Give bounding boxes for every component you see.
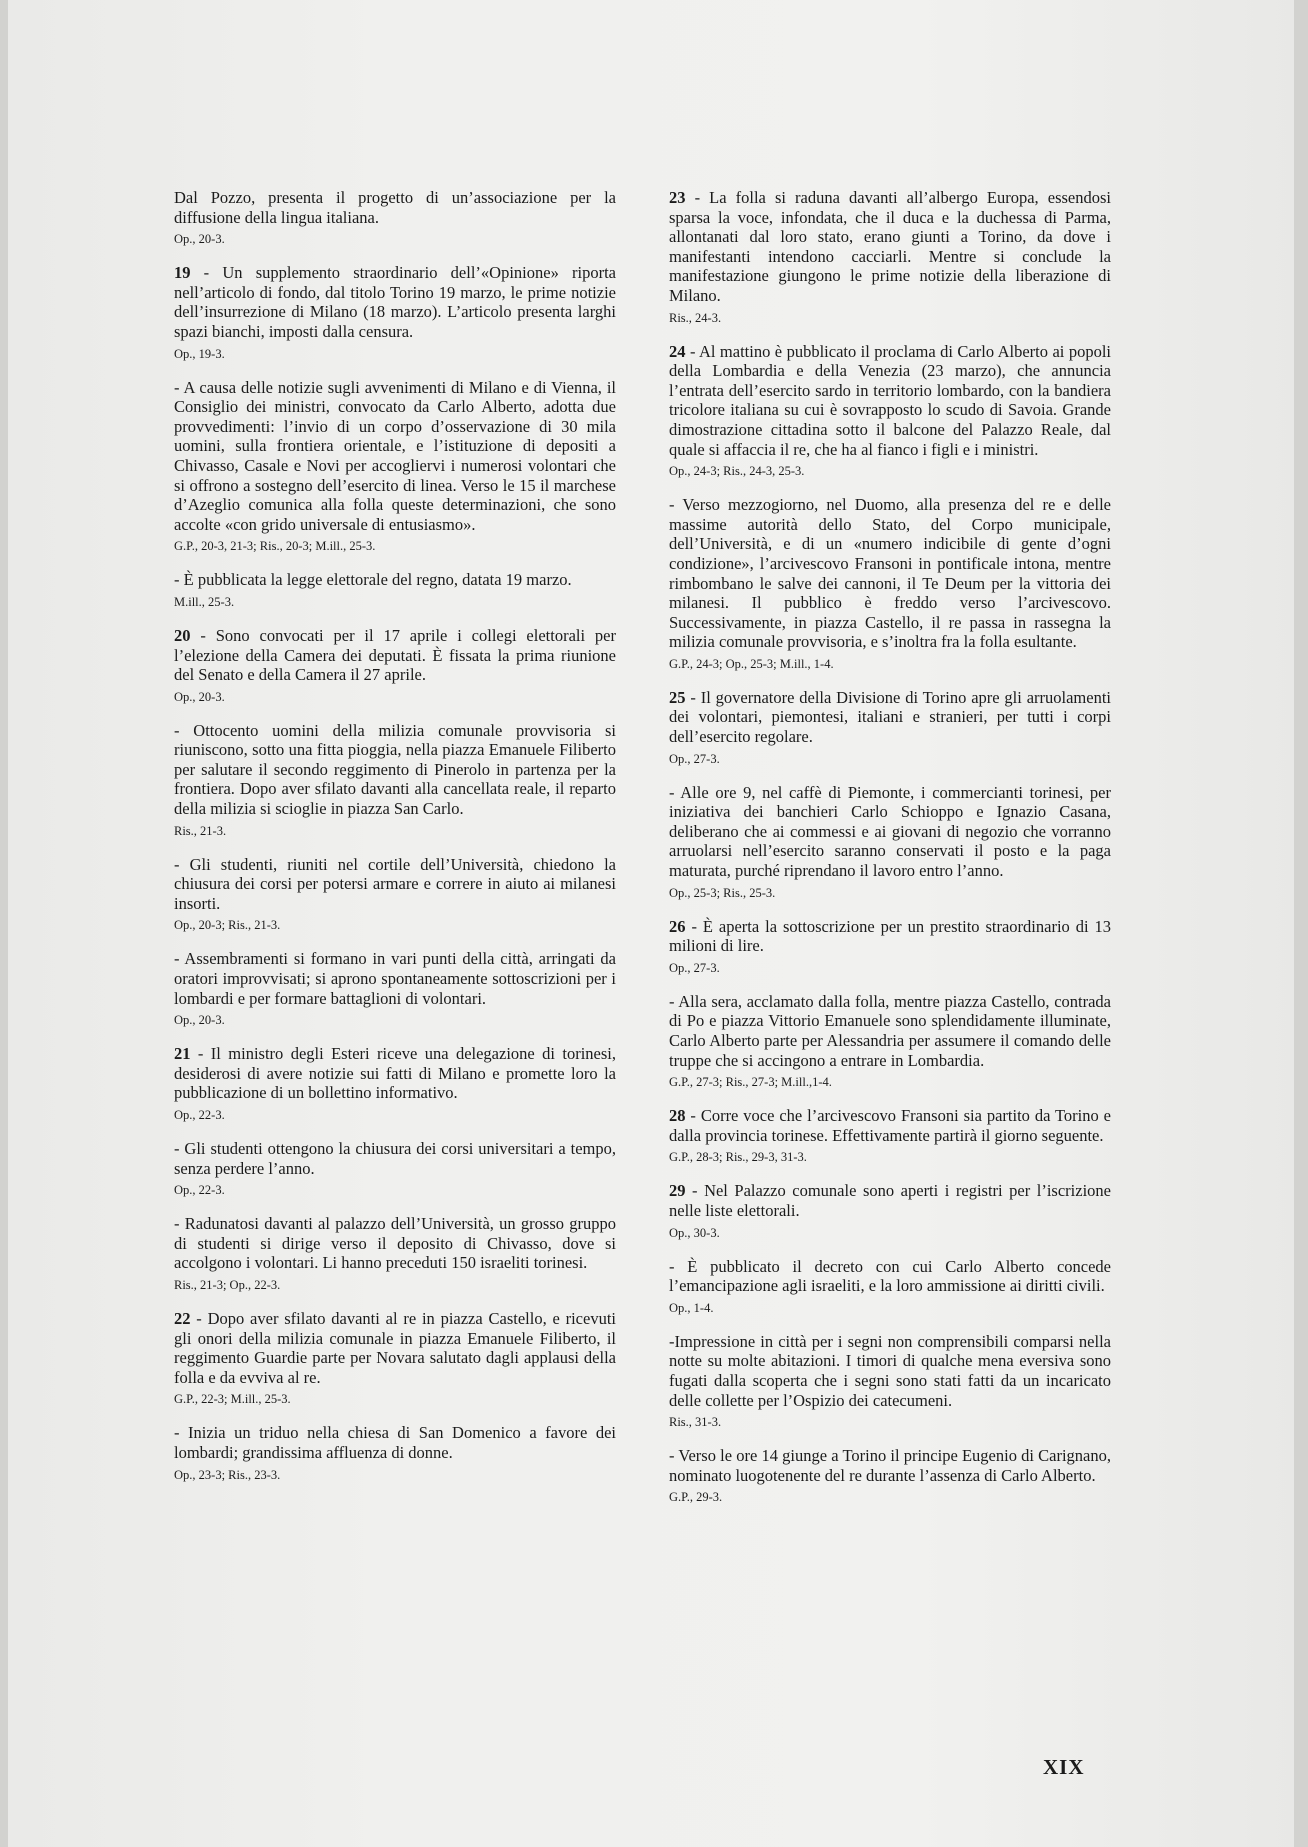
source-citation: Ris., 21-3; Op., 22-3.	[174, 1277, 281, 1292]
source-citation: Op., 1-4.	[669, 1300, 714, 1315]
source-citation: Op., 30-3.	[669, 1225, 720, 1240]
entry: 25 - Il governatore della Divisione di Torino apre gli arruolamenti dei volontari, piemontesi, italiani e stranieri, per tutti i corpi dell’esercito regolare.	[669, 687, 1111, 747]
entry: - Alle ore 9, nel caffè di Piemonte, i commercianti torinesi, per iniziativa dei banchieri Carlo Schioppo e Ignazio Casana, deliberano che ai commessi e ai giovani di negozio che vorranno arruolarsi nell’esercito saranno conservati il posto e la paga maturata, purché riprendano il lavoro entro l’anno.	[669, 782, 1111, 881]
entry: 26 - È aperta la sottoscrizione per un prestito straordinario di 13 milioni di lire.	[669, 916, 1111, 956]
entry: - Verso le ore 14 giunge a Torino il principe Eugenio di Carignano, nominato luogotenente del re durante l’assenza di Carlo Alberto.	[669, 1446, 1111, 1485]
source-citation: Op., 20-3.	[174, 1013, 225, 1028]
entry: - Inizia un triduo nella chiesa di San Domenico a favore dei lombardi; grandissima affluenza di donne.	[174, 1423, 616, 1462]
left-column	[174, 188, 616, 1499]
source-citation: Op., 27-3.	[669, 751, 720, 766]
book-page	[8, 0, 1308, 1847]
source-citation: G.P., 27-3; Ris., 27-3; M.ill.,1-4.	[669, 1075, 832, 1090]
entry: - Ottocento uomini della milizia comunale provvisoria si riuniscono, sotto una fitta pioggia, nella piazza Emanuele Filiberto per salutare il secondo reggimento di Pinerolo in partenza per la frontiera. Dopo aver sfilato davanti alla cancellata reale, il reparto della milizia si scioglie in piazza San Carlo.	[174, 720, 616, 819]
source-citation: Op., 20-3.	[174, 689, 225, 704]
entry: 28 - Corre voce che l’arcivescovo Fransoni sia partito da Torino e dalla provincia torinese. Effettivamente partirà il giorno seguente.	[669, 1106, 1111, 1145]
entry: 24 - Al mattino è pubblicato il proclama di Carlo Alberto ai popoli della Lombardia e della Venezia (23 marzo), che annuncia l’entrata dell’esercito sardo in territorio lombardo, con la bandiera tricolore italiana su cui è sovrapposto lo scudo di Savoia. Grande dimostrazione cittadina sotto il balcone del Palazzo Reale, dal quale si affaccia il re, che ha al fianco i figli e i ministri.	[669, 341, 1111, 459]
entry: - Verso mezzogiorno, nel Duomo, alla presenza del re e delle massime autorità dello Stato, del Corpo municipale, dell’Università, e di un «numero indicibile di gente d’ogni condizione», l’arcivescovo Fransoni in pontificale intona, mentre rimbombano le salve dei cannoni, il Te Deum per la vittoria dei milanesi. Il pubblico è freddo verso l’arcivescovo. Successivamente, in piazza Castello, il re passa in rassegna la milizia comunale provvisoria, e s’inoltra fra la folla esultante.	[669, 495, 1111, 652]
source-citation: Op., 20-3; Ris., 21-3.	[174, 918, 281, 933]
entry: - Gli studenti, riuniti nel cortile dell’Università, chiedono la chiusura dei corsi per potersi armare e correre in aiuto ai milanesi insorti.	[174, 854, 616, 913]
entry: - Radunatosi davanti al palazzo dell’Università, un grosso gruppo di studenti si dirige verso il deposito di Chivasso, dove si accolgono i volontari. Li hanno preceduti 150 israeliti torinesi.	[174, 1214, 616, 1273]
entry: - Gli studenti ottengono la chiusura dei corsi universitari a tempo, senza perdere l’anno.	[174, 1139, 616, 1178]
entry: - È pubblicata la legge elettorale del regno, datata 19 marzo.	[174, 570, 572, 590]
source-citation: Op., 22-3.	[174, 1183, 225, 1198]
source-citation: Op., 23-3; Ris., 23-3.	[174, 1467, 281, 1482]
page-number: XIX	[1043, 1755, 1085, 1779]
source-citation: M.ill., 25-3.	[174, 594, 235, 609]
entry: - Assembramenti si formano in vari punti della città, arringati da oratori improvvisati; si aprono spontaneamente sottoscrizioni per i lombardi e per formare battaglioni di volontari.	[174, 949, 616, 1008]
source-citation: G.P., 29-3.	[669, 1490, 723, 1505]
source-citation: Op., 24-3; Ris., 24-3, 25-3.	[669, 464, 805, 479]
source-citation: Op., 20-3.	[174, 232, 225, 247]
entry: - Alla sera, acclamato dalla folla, mentre piazza Castello, contrada di Po e piazza Vittorio Emanuele sono splendidamente illuminate, Carlo Alberto parte per Alessandria per assumere il comando delle truppe che si accingono a entrare in Lombardia.	[669, 991, 1111, 1070]
entry: 23 - La folla si raduna davanti all’albergo Europa, essendosi sparsa la voce, infondata, che il duca e la duchessa di Parma, allontanati dal loro stato, erano giunti a Torino, da dove i manifestanti intendono cacciarli. Mentre si conclude la manifestazione giungono le prime notizie della liberazione di Milano.	[669, 188, 1111, 305]
source-citation: Op., 27-3.	[669, 960, 720, 975]
source-citation: Ris., 24-3.	[669, 310, 722, 325]
source-citation: Op., 19-3.	[174, 346, 225, 361]
source-citation: Ris., 21-3.	[174, 823, 227, 838]
entry: 21 - Il ministro degli Esteri riceve una delegazione di torinesi, desiderosi di avere notizie sui fatti di Milano e promette loro la pubblicazione di un bollettino informativo.	[174, 1044, 616, 1103]
entry: - È pubblicato il decreto con cui Carlo Alberto concede l’emancipazione agli israeliti, e la loro ammissione ai diritti civili.	[669, 1256, 1111, 1296]
source-citation: G.P., 20-3, 21-3; Ris., 20-3; M.ill., 25-3.	[174, 539, 376, 554]
source-citation: Op., 22-3.	[174, 1108, 225, 1122]
entry: 20 - Sono convocati per il 17 aprile i collegi elettorali per l’elezione della Camera dei deputati. È fissata la prima riunione del Senato e della Camera il 27 aprile.	[174, 625, 616, 685]
entry: - A causa delle notizie sugli avvenimenti di Milano e di Vienna, il Consiglio dei ministri, convocato da Carlo Alberto, adotta due provvedimenti: l’invio di un corpo d’osservazione di 30 mila uomini, sulla frontiera orientale, e l’istituzione di depositi a Chivasso, Casale e Novi per accogliervi i numerosi volontari che si offrono a sostegno dell’esercito di linea. Verso le 15 il marchese d’Azeglio comunica alla folla queste determinazioni, che sono accolte «con grido universale di entusiasmo».	[174, 377, 616, 534]
source-citation: G.P., 22-3; M.ill., 25-3.	[174, 1392, 291, 1407]
entry: 22 - Dopo aver sfilato davanti al re in piazza Castello, e ricevuti gli onori della milizia comunale in piazza Emanuele Filiberto, il reggimento Guardie parte per Novara salutato dagli applausi della folla e da evviva al re.	[174, 1308, 616, 1387]
entry: Dal Pozzo, presenta il progetto di un’associazione per la diffusione della lingua italiana.	[174, 188, 616, 227]
source-citation: G.P., 24-3; Op., 25-3; M.ill., 1-4.	[669, 656, 834, 671]
source-citation: Op., 25-3; Ris., 25-3.	[669, 885, 776, 900]
right-column	[669, 188, 1111, 1521]
source-citation: Ris., 31-3.	[669, 1415, 722, 1430]
entry: 19 - Un supplemento straordinario dell’«Opinione» riporta nell’articolo di fondo, dal titolo Torino 19 marzo, le prime notizie dell’insurrezione di Milano (18 marzo). L’articolo presenta larghi spazi bianchi, imposti dalla censura.	[174, 263, 616, 341]
scan-edge-right	[1294, 0, 1308, 1847]
source-citation: G.P., 28-3; Ris., 29-3, 31-3.	[669, 1150, 807, 1165]
entry: -Impressione in città per i segni non comprensibili comparsi nella notte su molte abitazioni. I timori di qualche mena eversiva sono fugati dalla scoperta che i segni sono stati fatti da un incaricato delle collette per l’Ospizio dei catecumeni.	[669, 1331, 1111, 1410]
entry: 29 - Nel Palazzo comunale sono aperti i registri per l’iscrizione nelle liste elettorali.	[669, 1181, 1111, 1220]
